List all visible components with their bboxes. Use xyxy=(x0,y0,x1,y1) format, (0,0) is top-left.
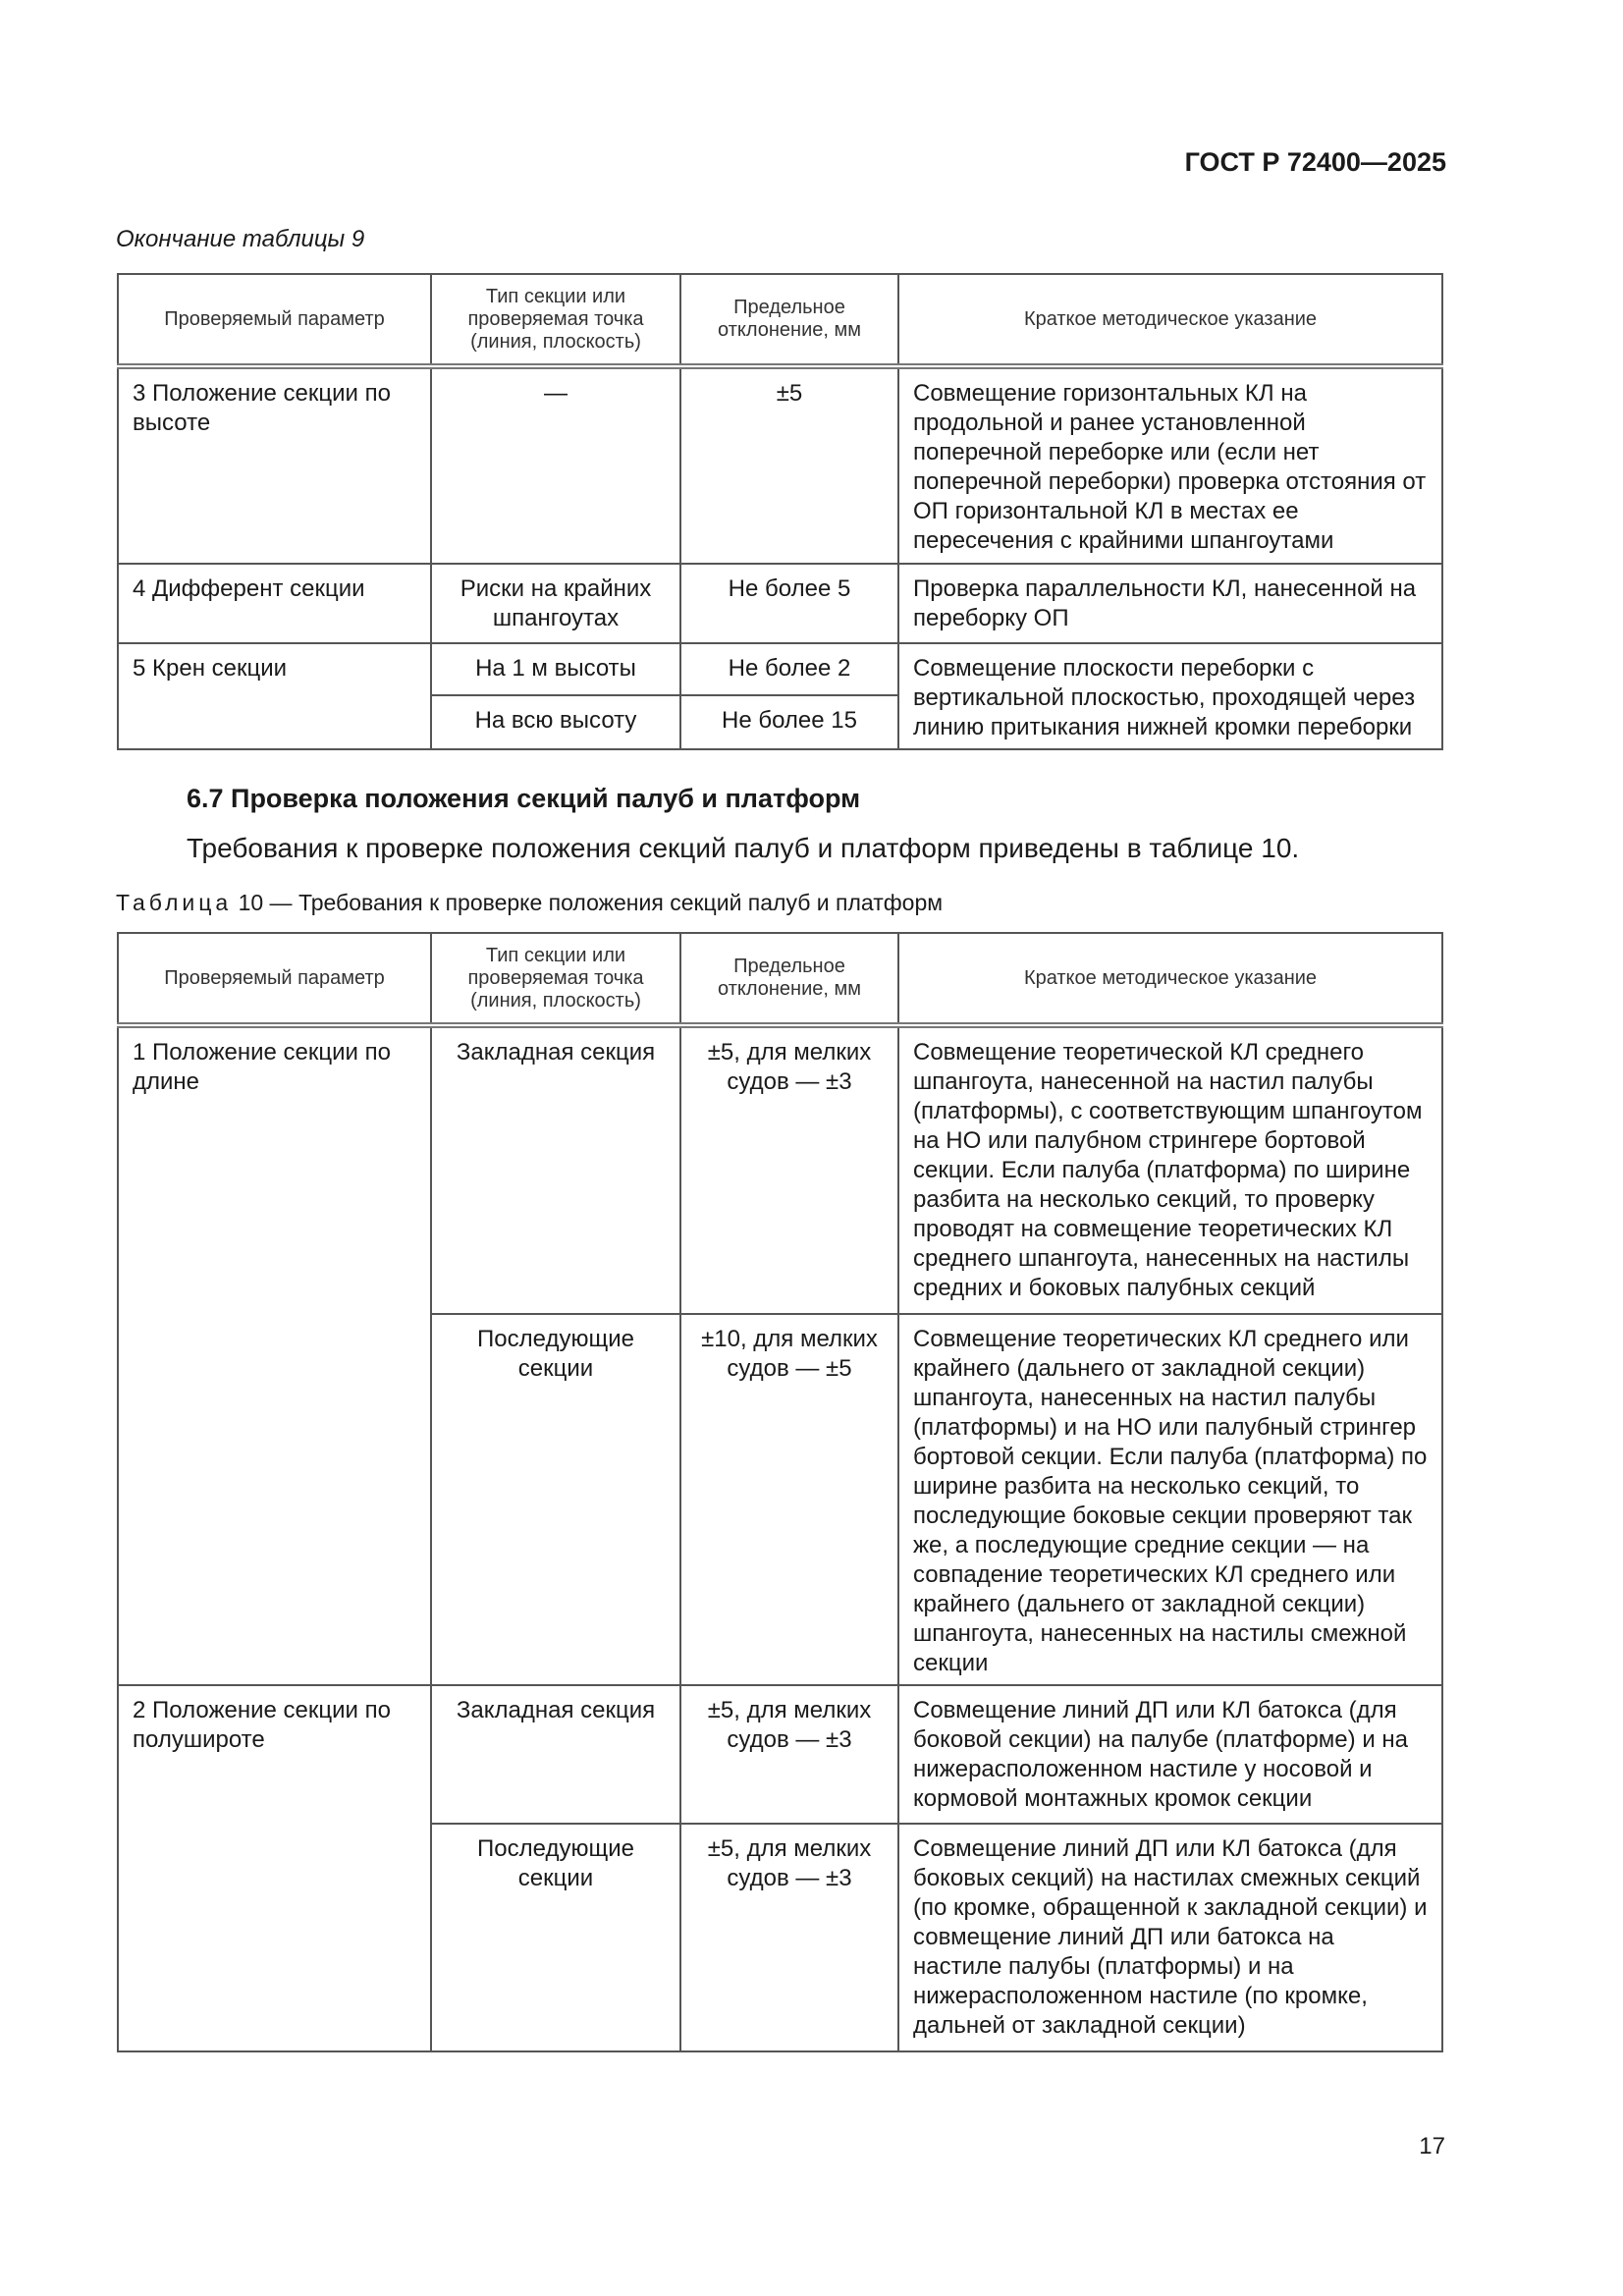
description-cell: Проверка параллельности КЛ, нанесенной на переборку ОП xyxy=(898,564,1442,643)
column-header-deviation: Предельное отклонение, мм xyxy=(680,933,898,1025)
column-header-description: Краткое методическое указание xyxy=(898,933,1442,1025)
deviation-cell: Не более 5 xyxy=(680,564,898,643)
description-cell: Совмещение теоретической КЛ среднего шпангоута, нанесенной на настил палубы (платформы), с соответствующим шпангоутом на НО или палубном стрингере бортовой секции. Если палуба (платформа) по ширине разбита на несколько секций, то проверку проводят на совмещение теоретических КЛ среднего шпангоута, нанесенных на настилы средних и боковых палубных секций xyxy=(898,1025,1442,1314)
section-type-cell: Последующие секции xyxy=(431,1314,680,1685)
section-type-cell: На 1 м высоты xyxy=(431,643,680,695)
description-cell: Совмещение горизонтальных КЛ на продольной и ранее установленной поперечной переборке или (если нет поперечной переборки) проверка отстояния от ОП горизонтальной КЛ в местах ее пересечения с крайними шпангоутами xyxy=(898,366,1442,564)
parameter-cell: 3 Положение секции по высоте xyxy=(118,366,431,564)
deviation-cell: Не более 15 xyxy=(680,695,898,749)
section-type-cell: Последующие секции xyxy=(431,1824,680,2051)
description-cell: Совмещение линий ДП или КЛ батокса (для боковых секций) на настилах смежных секций (по кромке, обращенной к закладной секции) и совмещение линий ДП или батокса на настиле палубы (платформы) и на нижерасположенном настиле (по кромке, дальней от закладной секции) xyxy=(898,1824,1442,2051)
column-header-parameter: Проверяемый параметр xyxy=(118,933,431,1025)
description-cell: Совмещение теоретических КЛ среднего или крайнего (дальнего от закладной секции) шпангоута, нанесенных на настил палубы (платформы) и на НО или палубный стрингер бортовой секции. Если палуба (платформа) по ширине разбита на несколько секций, то последующие боковые секции проверяют так же, а последующие средние секции — на совпадение теоретических КЛ среднего или крайнего (дальнего от закладной секции) шпангоута, нанесенных на настилы смежной секции xyxy=(898,1314,1442,1685)
table-10-caption xyxy=(116,890,943,916)
table-9-caption: Окончание таблицы 9 xyxy=(116,226,365,252)
column-header-description: Краткое методическое указание xyxy=(898,274,1442,366)
document-number: ГОСТ Р 72400—2025 xyxy=(1184,147,1446,177)
description-cell: Совмещение плоскости переборки с вертикальной плоскостью, проходящей через линию притыкания нижней кромки переборки xyxy=(898,643,1442,749)
parameter-cell: 2 Положение секции по полушироте xyxy=(118,1685,431,2051)
section-paragraph: Требования к проверке положения секций палуб и платформ приведены в таблице 10. xyxy=(187,833,1300,863)
deviation-cell: ±5, для мелких судов — ±3 xyxy=(680,1685,898,1824)
deviation-cell: ±5 xyxy=(680,366,898,564)
section-type-cell: Закладная секция xyxy=(431,1025,680,1314)
deviation-cell: ±5, для мелких судов — ±3 xyxy=(680,1824,898,2051)
table-row xyxy=(118,564,1442,643)
table-row xyxy=(118,1025,1442,1314)
page-number: 17 xyxy=(1419,2133,1445,2159)
table-row xyxy=(118,1685,1442,1824)
section-heading: 6.7 Проверка положения секций палуб и платформ xyxy=(187,784,861,813)
column-header-deviation: Предельное отклонение, мм xyxy=(680,274,898,366)
column-header-section-type: Тип секции или проверяемая точка (линия, плоскость) xyxy=(431,933,680,1025)
section-type-cell: Риски на крайних шпангоутах xyxy=(431,564,680,643)
deviation-cell: ±5, для мелких судов — ±3 xyxy=(680,1025,898,1314)
table-header-row xyxy=(118,274,1442,366)
table-header-row xyxy=(118,933,1442,1025)
table-caption-label: Таблица xyxy=(116,890,233,915)
parameter-cell: 1 Положение секции по длине xyxy=(118,1025,431,1685)
table-10 xyxy=(117,932,1443,2052)
section-type-cell: Закладная секция xyxy=(431,1685,680,1824)
column-header-parameter: Проверяемый параметр xyxy=(118,274,431,366)
deviation-cell: ±10, для мелких судов — ±5 xyxy=(680,1314,898,1685)
description-cell: Совмещение линий ДП или КЛ батокса (для боковой секции) на палубе (платформе) и на нижерасположенном настиле у носовой и кормовой монтажных кромок секции xyxy=(898,1685,1442,1824)
table-caption-title: 10 — Требования к проверке положения секций палуб и платформ xyxy=(232,890,944,915)
table-row xyxy=(118,643,1442,695)
table-row xyxy=(118,366,1442,564)
parameter-cell: 5 Крен секции xyxy=(118,643,431,749)
column-header-section-type: Тип секции или проверяемая точка (линия, плоскость) xyxy=(431,274,680,366)
parameter-cell: 4 Дифферент секции xyxy=(118,564,431,643)
table-9 xyxy=(117,273,1443,750)
deviation-cell: Не более 2 xyxy=(680,643,898,695)
section-type-cell: — xyxy=(431,366,680,564)
section-type-cell: На всю высоту xyxy=(431,695,680,749)
